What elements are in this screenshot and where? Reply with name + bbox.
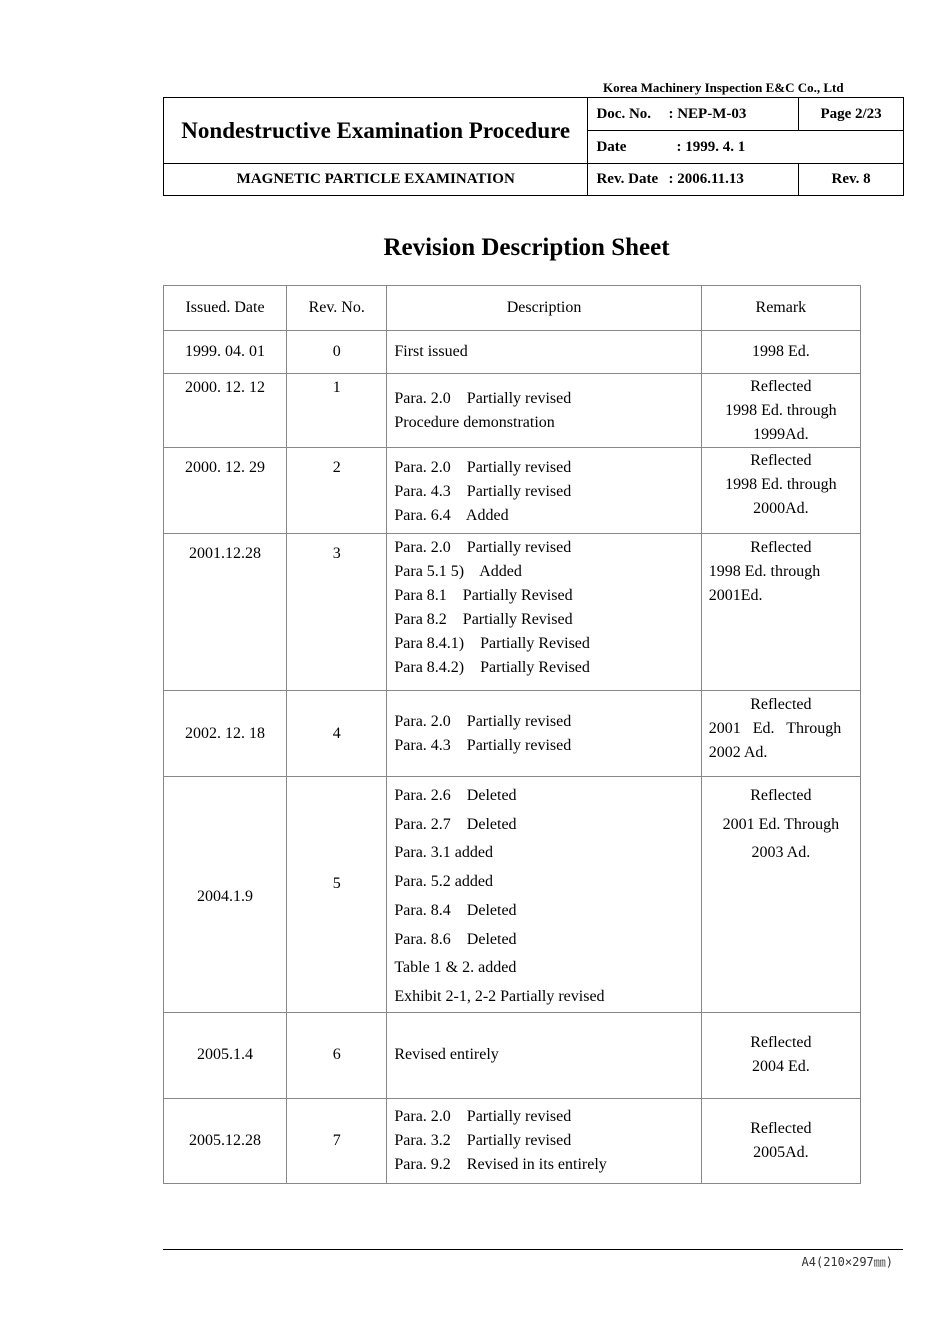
sheet-title: Revision Description Sheet xyxy=(383,234,670,261)
remark: Reflected 2005Ad. xyxy=(701,1098,860,1183)
doc-no-cell xyxy=(588,98,799,131)
footer-divider xyxy=(163,1249,903,1250)
issued-date: 2002. 12. 18 xyxy=(164,691,287,777)
rev-date-cell xyxy=(588,164,799,196)
rev-no: 1 xyxy=(287,374,387,448)
rev-date-value: : 2006.11.13 xyxy=(668,171,744,187)
procedure-subtitle: MAGNETIC PARTICLE EXAMINATION xyxy=(164,164,588,196)
issued-date: 2004.1.9 xyxy=(164,777,287,1013)
document-header xyxy=(163,97,904,196)
table-row xyxy=(164,691,861,777)
issued-date: 2005.12.28 xyxy=(164,1098,287,1183)
doc-no-label: Doc. No. xyxy=(596,105,652,122)
remark: Reflected 1998 Ed. through 2000Ad. xyxy=(701,448,860,534)
col-header-description: Description xyxy=(387,286,701,331)
issued-date: 1999. 04. 01 xyxy=(164,331,287,374)
issued-date: 2000. 12. 29 xyxy=(164,448,287,534)
remark: Reflected 2004 Ed. xyxy=(701,1012,860,1098)
table-row xyxy=(164,448,861,534)
page-number: Page 2/23 xyxy=(799,98,904,131)
date-value: : 1999. 4. 1 xyxy=(676,138,746,155)
rev-date-label: Rev. Date xyxy=(596,171,659,187)
issued-date: 2001.12.28 xyxy=(164,534,287,691)
rev-no: 2 xyxy=(287,448,387,534)
date-label: Date xyxy=(596,138,627,155)
description: Para. 2.0 Partially revised Para. 3.2 Partially revised Para. 9.2 Revised in its entirely xyxy=(387,1098,701,1183)
col-header-date: Issued. Date xyxy=(164,286,287,331)
rev-no: 3 xyxy=(287,534,387,691)
table-row xyxy=(164,1098,861,1183)
col-header-remark: Remark xyxy=(701,286,860,331)
rev-no: 5 xyxy=(287,777,387,1013)
description: Para. 2.0 Partially revised Procedure demonstration xyxy=(387,374,701,448)
remark: Reflected 1998 Ed. through 2001Ed. xyxy=(701,534,860,691)
remark: Reflected 1998 Ed. through 1999Ad. xyxy=(701,374,860,448)
revision-table xyxy=(163,285,861,1184)
table-row xyxy=(164,777,861,1013)
table-row xyxy=(164,534,861,691)
doc-no-value: : NEP-M-03 xyxy=(668,105,747,122)
table-row xyxy=(164,331,861,374)
procedure-title: Nondestructive Examination Procedure xyxy=(164,98,588,164)
rev-no: 0 xyxy=(287,331,387,374)
issued-date: 2000. 12. 12 xyxy=(164,374,287,448)
description: Para. 2.0 Partially revised Para. 4.3 Partially revised xyxy=(387,691,701,777)
description: Revised entirely xyxy=(387,1012,701,1098)
table-header-row xyxy=(164,286,861,331)
company-name: Korea Machinery Inspection E&C Co., Ltd xyxy=(603,80,844,95)
rev-no: 7 xyxy=(287,1098,387,1183)
date-cell xyxy=(588,131,904,164)
rev-number: Rev. 8 xyxy=(799,164,904,196)
issued-date: 2005.1.4 xyxy=(164,1012,287,1098)
description: First issued xyxy=(387,331,701,374)
remark: Reflected 2001 Ed. Through 2002 Ad. xyxy=(701,691,860,777)
paper-size-note: A4(210×297㎜) xyxy=(801,1255,893,1269)
table-row xyxy=(164,1012,861,1098)
description: Para. 2.0 Partially revised Para. 4.3 Partially revised Para. 6.4 Added xyxy=(387,448,701,534)
remark: Reflected 2001 Ed. Through 2003 Ad. xyxy=(701,777,860,1013)
rev-no: 4 xyxy=(287,691,387,777)
description: Para. 2.6 Deleted Para. 2.7 Deleted Para. 3.1 added Para. 5.2 added Para. 8.4 Deleted Para. 8.6 Deleted Table 1 & 2. added Exhibit 2-1, 2-2 Partially revised xyxy=(387,777,701,1013)
remark: 1998 Ed. xyxy=(701,331,860,374)
col-header-rev: Rev. No. xyxy=(287,286,387,331)
rev-no: 6 xyxy=(287,1012,387,1098)
description: Para. 2.0 Partially revised Para 5.1 5) Added Para 8.1 Partially Revised Para 8.2 Partially Revised Para 8.4.1) Partially Revised Para 8.4.2) Partially Revised xyxy=(387,534,701,691)
table-row xyxy=(164,374,861,448)
